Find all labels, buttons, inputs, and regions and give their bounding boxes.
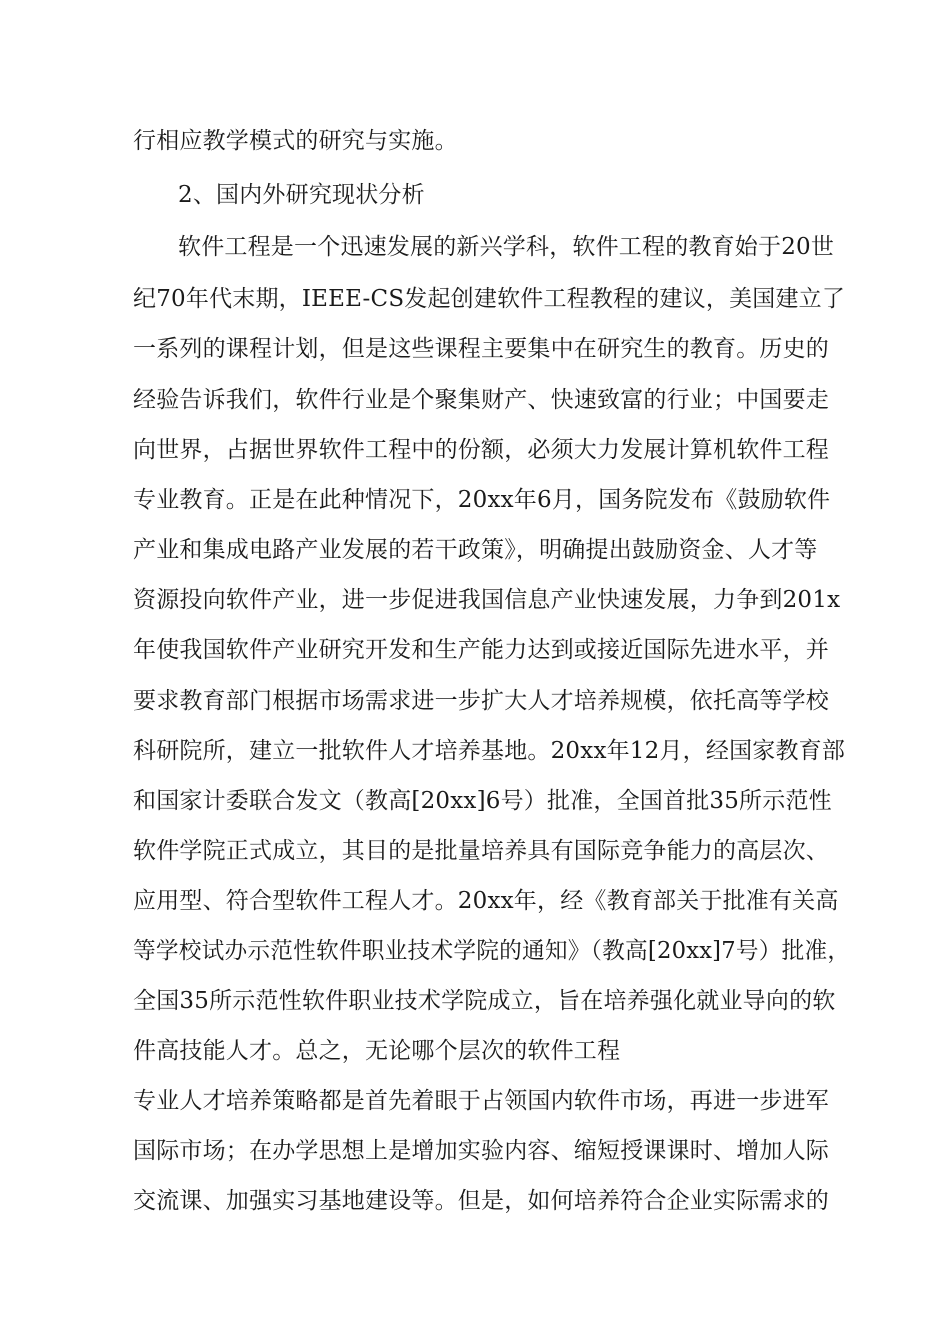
text-line: 年使我国软件产业研究开发和生产能力达到或接近国际先进水平，并 (133, 637, 829, 663)
text-line: 件高技能人才。总之，无论哪个层次的软件工程 (133, 1038, 621, 1064)
text-line: 产业和集成电路产业发展的若干政策》，明确提出鼓励资金、人才等 (133, 537, 818, 563)
text-line: 向世界，占据世界软件工程中的份额，必须大力发展计算机软件工程 (133, 437, 829, 463)
text-line: 软件工程是一个迅速发展的新兴学科，软件工程的教育始于20世 (178, 234, 835, 260)
text-line: 专业教育。正是在此种情况下，20xx年6月，国务院发布《鼓励软件 (133, 487, 831, 513)
text-line: 交流课、加强实习基地建设等。但是，如何培养符合企业实际需求的 (133, 1188, 829, 1214)
text-line: 纪70年代末期，IEEE-CS发起创建软件工程教程的建议，美国建立了 (133, 286, 846, 312)
text-line: 和国家计委联合发文（教高[20xx]6号）批准，全国首批35所示范性 (133, 788, 832, 814)
text-line: 经验告诉我们，软件行业是个聚集财产、快速致富的行业；中国要走 (133, 387, 829, 413)
text-line: 专业人才培养策略都是首先着眼于占领国内软件市场，再进一步进军 (133, 1088, 829, 1114)
text-line: 应用型、符合型软件工程人才。20xx年，经《教育部关于批准有关高 (133, 888, 839, 914)
text-line: 科研院所，建立一批软件人才培养基地。20xx年12月，经国家教育部 (133, 738, 846, 764)
text-line: 软件学院正式成立，其目的是批量培养具有国际竞争能力的高层次、 (133, 838, 829, 864)
text-line: 要求教育部门根据市场需求进一步扩大人才培养规模，依托高等学校 (133, 688, 829, 714)
section-heading: 2、国内外研究现状分析 (178, 182, 425, 208)
text-line: 等学校试办示范性软件职业技术学院的通知》（教高[20xx]7号）批准， (133, 938, 851, 964)
text-line: 全国35所示范性软件职业技术学院成立，旨在培养强化就业导向的软 (133, 988, 836, 1014)
text-line: 一系列的课程计划，但是这些课程主要集中在研究生的教育。历史的 (133, 336, 829, 362)
text-line: 国际市场；在办学思想上是增加实验内容、缩短授课课时、增加人际 (133, 1138, 829, 1164)
text-line: 资源投向软件产业，进一步促进我国信息产业快速发展，力争到201x (133, 587, 841, 613)
text-line: 行相应教学模式的研究与实施。 (133, 128, 458, 154)
